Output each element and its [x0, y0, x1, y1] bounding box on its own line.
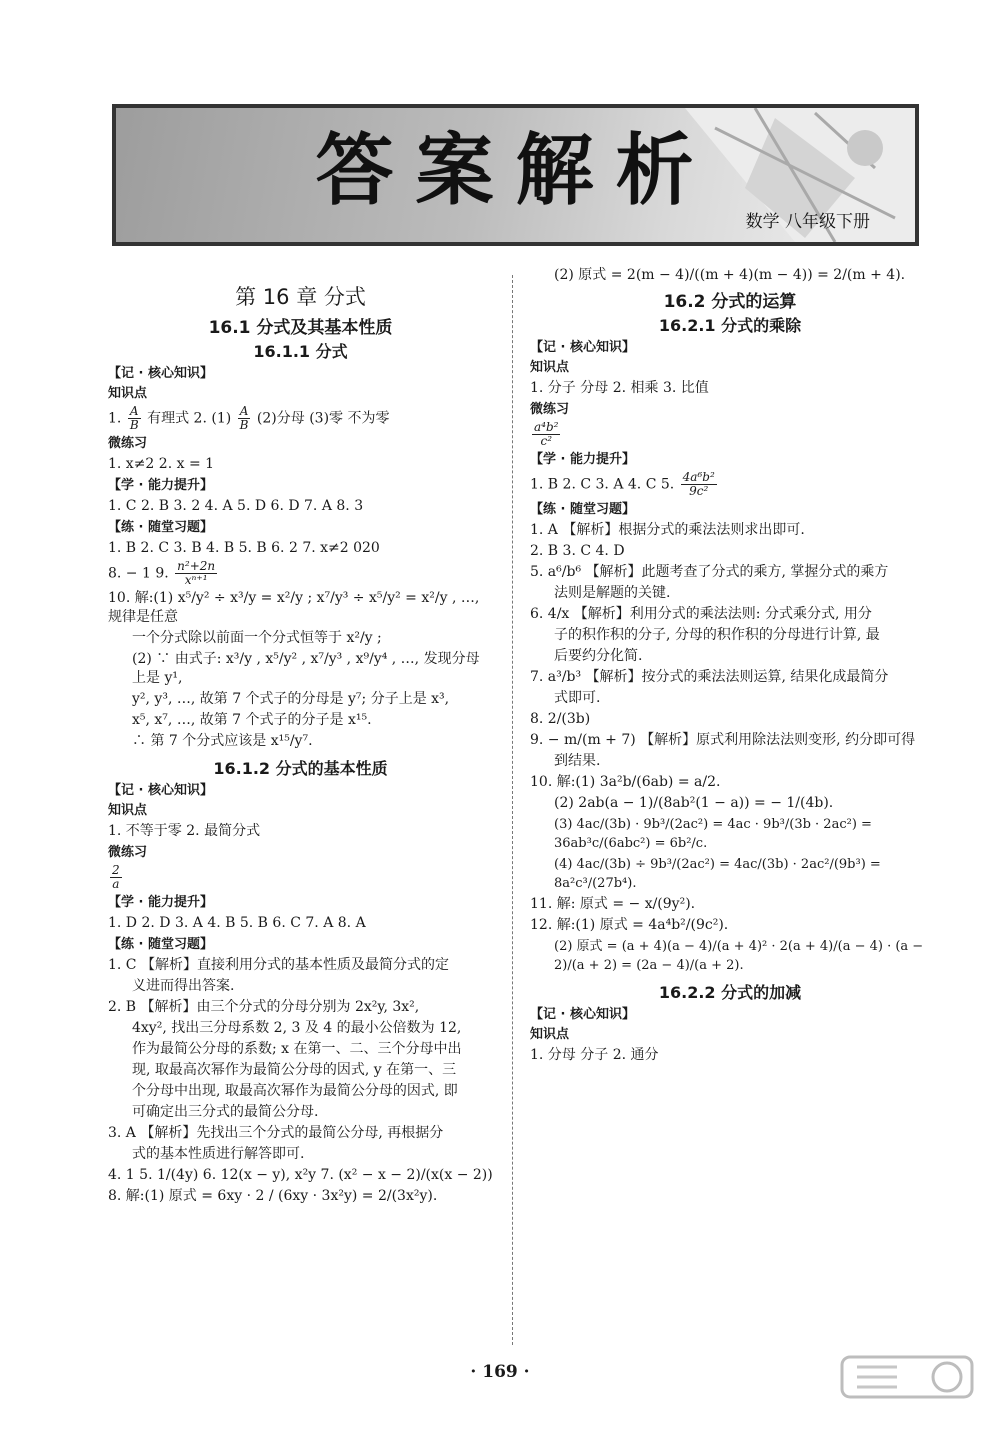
knowledge-answers: 1. $\frac{A}{B}$ 有理式 2. (1) $\frac{A}{B}$ (2)分母 (3)零 不为零: [108, 404, 390, 432]
column-divider: [512, 275, 513, 1345]
section-heading: 16.2 分式的运算: [663, 292, 797, 312]
exercise-answers: [530, 421, 930, 448]
knowledge-answers: 1. 不等于零 2. 最简分式: [108, 823, 261, 839]
label-exercise: 微练习: [108, 845, 148, 860]
fraction: $\frac{\text{n²+2n}}{\text{xⁿ⁺¹}}$: [177, 559, 216, 587]
label-ability: 【学 · 能力提升】: [108, 895, 213, 910]
analysis-line: 后要约分化简.: [554, 648, 643, 664]
ability-answers: 1. C 2. B 3. 2 4. A 5. D 6. D 7. A 8. 3: [108, 498, 364, 514]
section-heading: 16.1 分式及其基本性质: [208, 318, 393, 338]
label-core: 【记 · 核心知识】: [530, 1007, 635, 1022]
label-practice: 【练 · 随堂习题】: [108, 937, 213, 952]
label-core: 【记 · 核心知识】: [108, 783, 213, 798]
analysis-line: 5. a⁶/b⁶ 【解析】此题考查了分式的乘方, 掌握分式的乘方: [530, 564, 889, 580]
page-title: 答案解析: [315, 126, 716, 216]
label-knowledge: 知识点: [108, 803, 148, 818]
analysis-line: 6. 4/x 【解析】利用分式的乘法法则: 分式乘分式, 用分: [530, 606, 872, 622]
solution-line: (2) 原式 = (a + 4)(a − 4)/(a + 4)² · 2(a + 4)/(a − 4) · (a − 2)/(a + 2) = (2a − 4)/(a + 2).: [554, 939, 924, 973]
header-banner: [112, 104, 919, 246]
label-exercise: 微练习: [108, 436, 148, 451]
solution-line: 12. 解:(1) 原式 = 4a⁴b²/(9c²).: [530, 917, 729, 933]
practice-answers: 8. 2/(3b): [530, 711, 591, 727]
solution-line: x⁵, x⁷, …, 故第 7 个式子的分子是 x¹⁵.: [132, 712, 372, 728]
analysis-line: 子的积作积的分子, 分母的积作积的分母进行计算, 最: [554, 627, 880, 643]
page-number: · 169 ·: [470, 1362, 530, 1382]
solution-line: (3) 4ac/(3b) · 9b³/(2ac²) = 4ac · 9b³/(3b · 2ac²) = 36ab³c/(6abc²) = 6b²/c.: [554, 817, 872, 851]
ability-answers: 1. B 2. C 3. A 4. C 5. $\frac{\text{4a⁶b²}}{\text{9c²}}$: [530, 470, 715, 498]
solution-line: (2) 原式 = 2(m − 4)/((m + 4)(m − 4)) = 2/(m + 4).: [554, 267, 906, 283]
fraction: $\frac{\text{a⁴b²}}{\text{c²}}$: [534, 420, 559, 448]
label-practice: 【练 · 随堂习题】: [108, 520, 213, 535]
analysis-line: 式的基本性质进行解答即可.: [132, 1146, 305, 1162]
subsection-heading: 16.2.1 分式的乘除: [658, 316, 802, 335]
solution-line: 8. 解:(1) 原式 = 6xy · 2 / (6xy · 3x²y) = 2/(3x²y).: [108, 1188, 438, 1204]
solution-line: y², y³, …, 故第 7 个式子的分母是 y⁷; 分子上是 x³,: [132, 691, 450, 707]
practice-answers: 1. B 2. C 3. B 4. B 5. B 6. 2 7. x≠2 020: [108, 540, 380, 556]
fraction: $\frac{A}{B}$: [239, 404, 249, 432]
label-ability: 【学 · 能力提升】: [108, 478, 213, 493]
knowledge-answers: 1. 分子 分母 2. 相乘 3. 比值: [530, 380, 709, 396]
solution-line: 11. 解: 原式 = − x/(9y²).: [530, 896, 696, 912]
analysis-line: 义进而得出答案.: [132, 978, 235, 994]
fraction: $\frac{A}{B}$: [129, 404, 139, 432]
analysis-line: 到结果.: [554, 753, 601, 769]
fraction: $\frac{2}{a}$: [112, 863, 120, 891]
right-column: [530, 262, 930, 1067]
analysis-line: 式即可.: [554, 690, 601, 706]
analysis-line: 4xy², 找出三分母系数 2, 3 及 4 的最小公倍数为 12,: [132, 1020, 462, 1036]
solution-line: (4) 4ac/(3b) ÷ 9b³/(2ac²) = 4ac/(3b) · 2ac²/(9b³) = 8a²c³/(27b⁴).: [554, 857, 881, 891]
label-knowledge: 知识点: [108, 386, 148, 401]
analysis-line: 2. B 【解析】由三个分式的分母分别为 2x²y, 3x²,: [108, 999, 420, 1015]
label-knowledge: 知识点: [530, 1027, 570, 1042]
solution-line: 10. 解:(1) 3a²b/(6ab) = a/2.: [530, 774, 721, 790]
solution-line: ∴ 第 7 个分式应该是 x¹⁵/y⁷.: [132, 733, 313, 749]
watermark-logo: [782, 1355, 982, 1423]
knowledge-answers: 1. 分母 分子 2. 通分: [530, 1047, 659, 1063]
solution-line: (2) ∵ 由式子: x³/y , x⁵/y² , x⁷/y³ , x⁹/y⁴ , …, 发现分母上是 y¹,: [132, 651, 480, 686]
analysis-line: 7. a³/b³ 【解析】按分式的乘法法则运算, 结果化成最简分: [530, 669, 889, 685]
subsection-heading: 16.1.2 分式的基本性质: [213, 759, 388, 778]
analysis-line: 个分母中出现, 取最高次幂作为最简公分母的因式, 即: [132, 1083, 458, 1099]
practice-answers-8-9: 8. − 1 9. $\frac{\text{n²+2n}}{\text{xⁿ⁺¹}}$: [108, 559, 216, 587]
label-exercise: 微练习: [530, 402, 570, 417]
subsection-heading: 16.1.1 分式: [253, 342, 348, 361]
practice-answers: 2. B 3. C 4. D: [530, 543, 625, 559]
analysis-line: 1. A 【解析】根据分式的乘法法则求出即可.: [530, 522, 805, 538]
analysis-line: 作为最简公分母的系数; x 在第一、二、三个分母中出: [132, 1041, 462, 1057]
label-ability: 【学 · 能力提升】: [530, 452, 635, 467]
analysis-line: 可确定出三分式的最简公分母.: [132, 1104, 319, 1120]
solution-line: (2) 2ab(a − 1)/(8ab²(1 − a)) = − 1/(4b).: [554, 795, 834, 811]
label-knowledge: 知识点: [530, 360, 570, 375]
practice-answers: 4. 1 5. 1/(4y) 6. 12(x − y), x²y 7. (x² − x − 2)/(x(x − 2)): [108, 1167, 493, 1183]
chapter-heading: 第 16 章 分式: [235, 285, 366, 309]
label-core: 【记 · 核心知识】: [108, 366, 213, 381]
analysis-line: 现, 取最高次幂作为最简公分母的因式, y 在第一、三: [132, 1062, 457, 1078]
analysis-line: 9. − m/(m + 7) 【解析】原式利用除法法则变形, 约分即可得: [530, 732, 916, 748]
exercise-answers: 1. x≠2 2. x = 1: [108, 456, 215, 472]
solution-line: 10. 解:(1) x⁵/y² ÷ x³/y = x²/y ; x⁷/y³ ÷ x⁵/y² = x²/y , …, 规律是任意: [108, 590, 480, 625]
analysis-line: 3. A 【解析】先找出三个分式的最简公分母, 再根据分: [108, 1125, 444, 1141]
label-core: 【记 · 核心知识】: [530, 340, 635, 355]
label-practice: 【练 · 随堂习题】: [530, 502, 635, 517]
solution-line: 一个分式除以前面一个分式恒等于 x²/y ;: [132, 630, 382, 646]
ability-answers: 1. D 2. D 3. A 4. B 5. B 6. C 7. A 8. A: [108, 915, 366, 931]
left-column: [108, 262, 493, 1208]
exercise-answers: [108, 864, 493, 891]
analysis-line: 1. C 【解析】直接利用分式的基本性质及最简分式的定: [108, 957, 449, 973]
subsection-heading: 16.2.2 分式的加减: [658, 983, 802, 1002]
fraction: $\frac{\text{4a⁶b²}}{\text{9c²}}$: [682, 470, 715, 498]
analysis-line: 法则是解题的关键.: [554, 585, 671, 601]
book-subtitle: 数学 八年级下册: [745, 212, 870, 232]
